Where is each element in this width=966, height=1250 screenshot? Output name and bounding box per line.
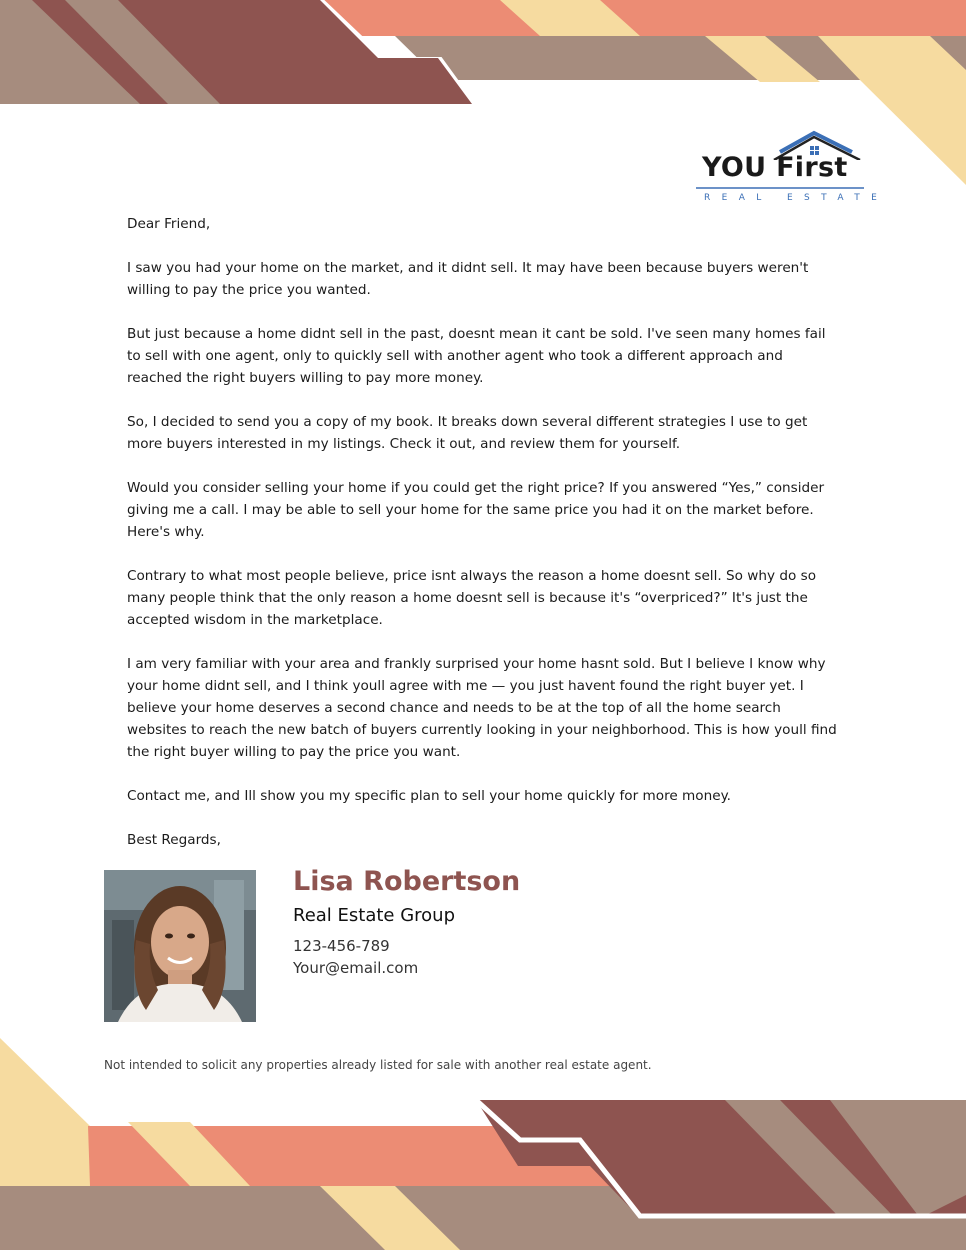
logo-subtitle: REAL ESTATE [704, 193, 889, 203]
agent-phone: 123-456-789 [293, 937, 390, 955]
letter-paragraph: I am very familiar with your area and frankly surprised your home hasnt sold. But I believe I know why your home didnt sell, and I think youll agree with me — you just havent found the right buyer yet. I believe your home deserves a second chance and needs to be at the top of all the home search websites to reach the new batch of buyers currently looking in your neighborhood. This is how youll find the right buyer willing to pay the price you want. [127, 656, 837, 760]
bottom-decorative-banner [0, 1030, 966, 1250]
letter-paragraph: So, I decided to send you a copy of my book. It breaks down several different strategies I use to get more buyers interested in my listings. Check it out, and review them for yourself. [127, 414, 808, 452]
logo-title: YOU First [702, 152, 848, 183]
agent-email: Your@email.com [293, 959, 419, 977]
logo-underline [696, 185, 864, 191]
letter-body [127, 213, 839, 851]
disclaimer: Not intended to solicit any properties already listed for sale with another real estate agent. [104, 1058, 652, 1072]
company-logo [694, 130, 889, 210]
agent-photo [104, 870, 256, 1022]
letter-paragraph: Contact me, and Ill show you my specific plan to sell your home quickly for more money. [127, 788, 732, 804]
agent-name: Lisa Robertson [293, 866, 521, 897]
agent-company: Real Estate Group [293, 905, 456, 926]
closing: Best Regards, [127, 832, 221, 848]
letter-paragraph: I saw you had your home on the market, and it didnt sell. It may have been because buyers weren't willing to pay the price you wanted. [127, 260, 809, 298]
letter-paragraph: Would you consider selling your home if you could get the right price? If you answered “Yes,” consider giving me a call. I may be able to sell your home for the same price you had it on the market before. Here's why. [127, 480, 825, 540]
salutation: Dear Friend, [127, 216, 211, 232]
letter-paragraph: Contrary to what most people believe, price isnt always the reason a home doesnt sell. So why do so many people think that the only reason a home doesnt sell is because it's “overpriced?” It's just the accepted wisdom in the marketplace. [127, 568, 817, 628]
letter-paragraph: But just because a home didnt sell in the past, doesnt mean it cant be sold. I've seen many homes fail to sell with one agent, only to quickly sell with another agent who took a different approach and reached the right buyers willing to pay more money. [127, 326, 826, 386]
